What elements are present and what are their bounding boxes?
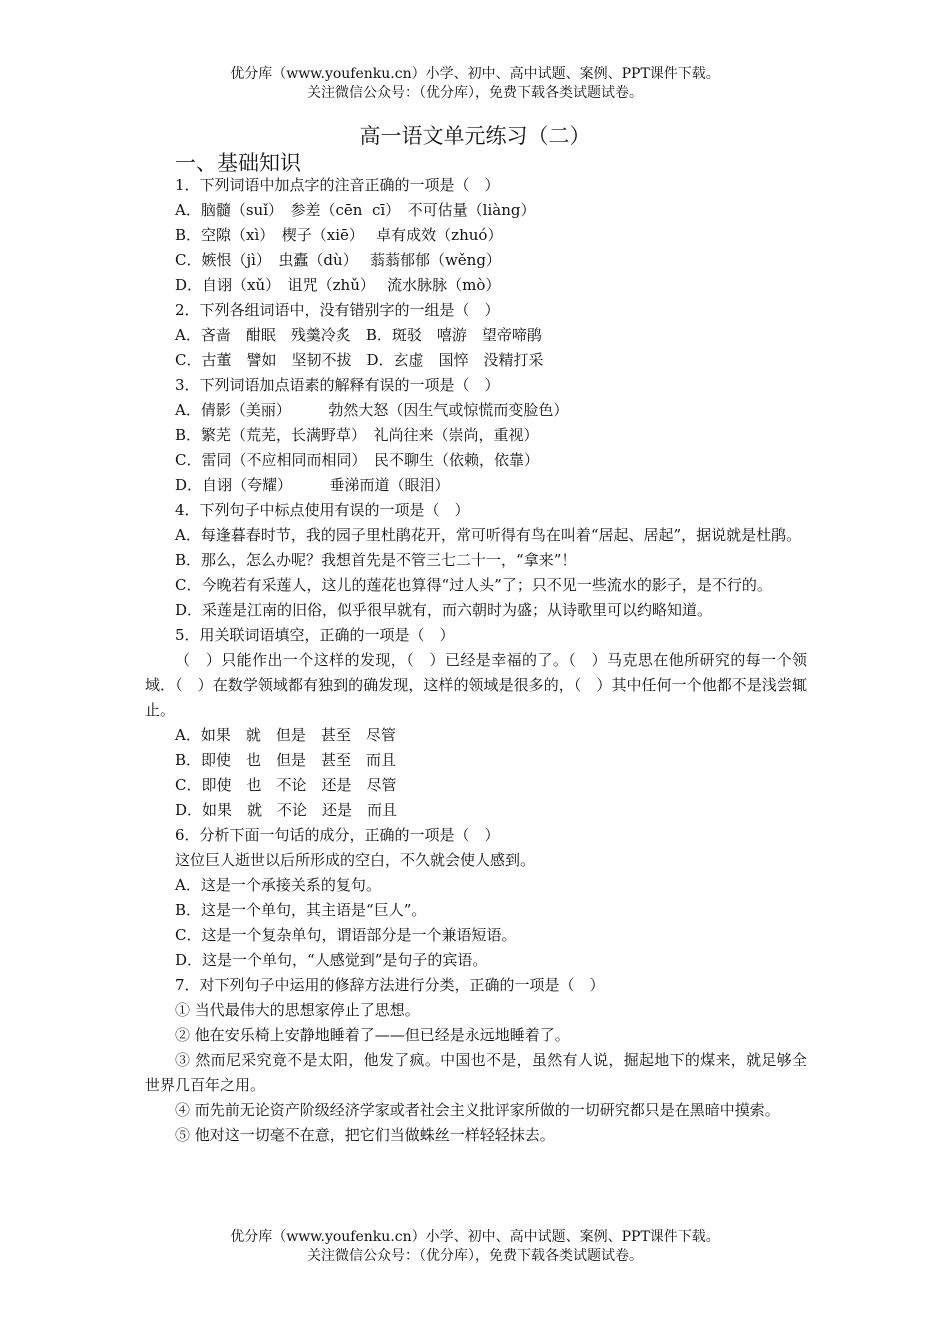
header-line-2: 关注微信公众号：（优分库），免费下载各类试题试卷。	[307, 85, 643, 101]
text-line: ② 他在安乐椅上安静地睡着了——但已经是永远地睡着了。	[175, 1026, 570, 1044]
text-line: C．古董 譬如 坚韧不拔 D．玄虚 国悴 没精打采	[175, 351, 544, 369]
footer-line-1: 优分库（www.youfenku.cn）小学、初中、高中试题、案例、PPT课件下载。	[230, 1229, 720, 1245]
footer-line-2: 关注微信公众号：（优分库），免费下载各类试题试卷。	[307, 1248, 643, 1264]
text-line: C．雷同（不应相同而相同） 民不聊生（依赖，依靠）	[175, 451, 539, 469]
text-line: C．这是一个复杂单句，谓语部分是一个兼语短语。	[175, 926, 517, 944]
text-line: 5．用关联词语填空，正确的一项是（ ）	[175, 626, 455, 644]
text-line: A．倩影（美丽） 勃然大怒（因生气或惊慌而变脸色）	[175, 401, 569, 419]
text-line: A．脑髓（suǐ） 参差（cēn cī） 不可估量（liàng）	[175, 201, 536, 219]
text-line: A．这是一个承接关系的复句。	[175, 876, 381, 894]
text-line: ④ 而先前无论资产阶级经济学家或者社会主义批评家所做的一切研究都只是在黑暗中摸索。	[175, 1101, 780, 1119]
header-line-1: 优分库（www.youfenku.cn）小学、初中、高中试题、案例、PPT课件下载。	[230, 66, 720, 82]
text-line: B．空隙（xì） 楔子（xiē） 卓有成效（zhuó）	[175, 226, 503, 244]
text-line: B．繁芜（荒芜，长满野草） 礼尚往来（崇尚，重视）	[175, 426, 539, 444]
document-body	[145, 173, 807, 1148]
text-line: ③ 然而尼采究竟不是太阳，他发了疯。中国也不是，虽然有人说，掘起地下的煤来，就足够全世界几百年之用。	[145, 1051, 807, 1094]
text-line: C．即使 也 不论 还是 尽管	[175, 776, 397, 794]
text-line: 2．下列各组词语中，没有错别字的一组是（ ）	[175, 301, 500, 319]
text-line: 这位巨人逝世以后所形成的空白，不久就会使人感到。	[175, 851, 536, 869]
text-line: A．如果 就 但是 甚至 尽管	[175, 726, 396, 744]
text-line: D．自诩（xǔ） 诅咒（zhǔ） 流水脉脉（mò）	[175, 276, 501, 294]
text-line: C．嫉恨（jì） 虫蠹（dù） 蓊蓊郁郁（wěng）	[175, 251, 501, 269]
text-line: C．今晚若有采莲人，这儿的莲花也算得“过人头”了；只不见一些流水的影子，是不行的。	[175, 576, 772, 594]
text-line: 1．下列词语中加点字的注音正确的一项是（ ）	[175, 176, 500, 194]
text-line: B．那么，怎么办呢？我想首先是不管三七二十一，“拿来”！	[175, 551, 577, 569]
text-line: B．即使 也 但是 甚至 而且	[175, 751, 397, 769]
text-line: 3．下列词语加点语素的解释有误的一项是（ ）	[175, 376, 500, 394]
text-line: D．自诩（夸耀） 垂涕而道（眼泪）	[175, 476, 450, 494]
text-line: D．采莲是江南的旧俗，似乎很早就有，而六朝时为盛；从诗歌里可以约略知道。	[175, 601, 713, 619]
text-line: D．这是一个单句，“人感觉到”是句子的宾语。	[175, 951, 488, 969]
text-line: A．吝啬 酣眠 残羹冷炙 B．斑驳 嘻游 望帝啼鹃	[175, 326, 542, 344]
text-line: （ ）只能作出一个这样的发现，（ ）已经是幸福的了。（ ）马克思在他所研究的每一个领域．（ ）在数学领域都有独到的确发现，这样的领域是很多的，（ ）其中任何一个他都不是浅尝辄止。	[145, 651, 807, 719]
text-line: 6．分析下面一句话的成分，正确的一项是（ ）	[175, 826, 500, 844]
text-line: ① 当代最伟大的思想家停止了思想。	[175, 1001, 420, 1019]
text-line: D．如果 就 不论 还是 而且	[175, 801, 398, 819]
section-heading: 一、基础知识	[175, 151, 301, 175]
page-title: 高一语文单元练习（二）	[359, 124, 591, 148]
text-line: A．每逢暮春时节，我的园子里杜鹃花开，常可听得有鸟在叫着“居起、居起”，据说就是杜鹃。	[175, 526, 802, 544]
text-line: 4．下列句子中标点使用有误的一项是（ ）	[175, 501, 470, 519]
text-line: B．这是一个单句，其主语是“巨人”。	[175, 901, 427, 919]
text-line: ⑤ 他对这一切毫不在意，把它们当做蛛丝一样轻轻抹去。	[175, 1126, 555, 1144]
text-line: 7．对下列句子中运用的修辞方法进行分类，正确的一项是（ ）	[175, 976, 605, 994]
